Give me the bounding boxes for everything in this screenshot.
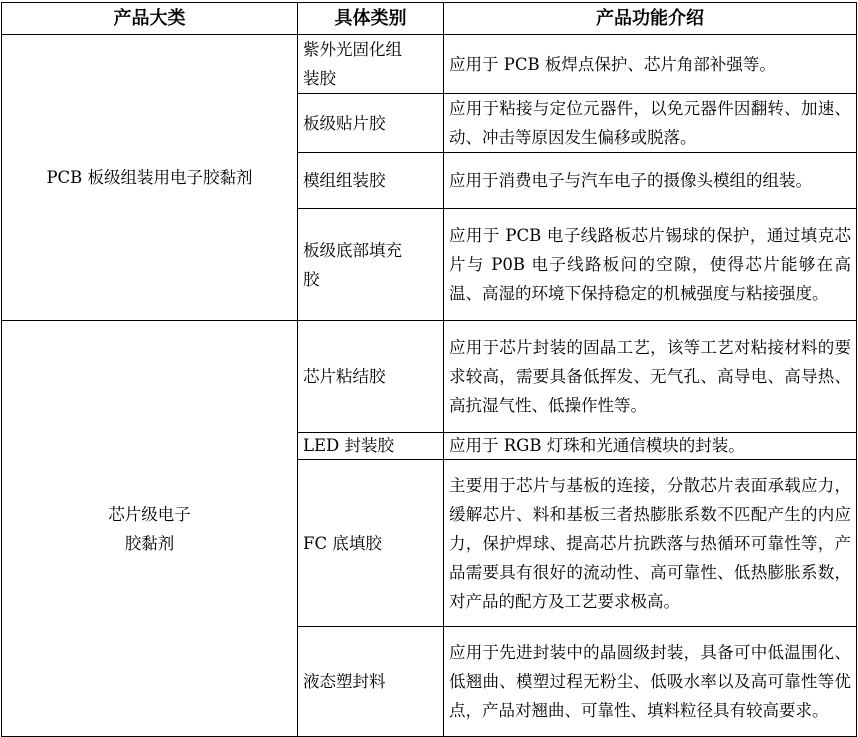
header-subcategory: 具体类别 (298, 3, 444, 35)
product-table (1, 2, 857, 737)
description-cell: 应用于 RGB 灯珠和光通信模块的封装。 (444, 433, 857, 460)
description-cell: 主要用于芯片与基板的连接，分散芯片表面承载应力，缓解芯片、料和基板三者热膨胀系数不匹配产生的内应力，保护焊球、提高芯片抗跌落与热循环可靠性等，产品需要具有很好的流动性、高可靠性、低热膨胀系数，对产品的配方及工艺要求极高。 (444, 460, 857, 627)
header-row (2, 3, 857, 35)
description-cell: 应用于 PCB 电子线路板芯片锡球的保护，通过填克芯片与 P0B 电子线路板问的空隙，使得芯片能够在高温、高湿的环境下保持稳定的机械强度与粘接强度。 (444, 209, 857, 321)
table-row (2, 35, 857, 94)
category-cell (2, 321, 298, 737)
header-category: 产品大类 (2, 3, 298, 35)
subcategory-cell: 板级贴片胶 (298, 94, 444, 153)
description-cell: 应用于 PCB 板焊点保护、芯片角部补强等。 (444, 35, 857, 94)
description-cell: 应用于芯片封装的固晶工艺，该等工艺对粘接材料的要求较高，需要具备低挥发、无气孔、高导电、高导热、高抗湿气性、低操作性等。 (444, 321, 857, 433)
subcategory-cell: 芯片粘结胶 (298, 321, 444, 433)
category-cell: PCB 板级组装用电子胶黏剂 (2, 35, 298, 321)
subcategory-cell (298, 209, 444, 321)
description-cell: 应用于粘接与定位元器件，以免元器件因翻转、加速、动、冲击等原因发生偏移或脱落。 (444, 94, 857, 153)
description-cell: 应用于消费电子与汽车电子的摄像头模组的组装。 (444, 153, 857, 209)
header-description: 产品功能介绍 (444, 3, 857, 35)
subcategory-label: 板级底部填充胶 (303, 240, 402, 289)
subcategory-cell: 模组组装胶 (298, 153, 444, 209)
subcategory-label: 紫外光固化组装胶 (303, 40, 402, 88)
subcategory-cell (298, 35, 444, 94)
description-cell: 应用于先进封装中的晶圆级封装，具备可中低温围化、低翘曲、模塑过程无粉尘、低吸水率以及高可靠性等优点，产品对翘曲、可靠性、填料粒径具有较高要求。 (444, 627, 857, 737)
subcategory-cell: LED 封装胶 (298, 433, 444, 460)
category-label: 芯片级电子胶黏剂 (108, 504, 191, 553)
subcategory-cell: 液态塑封料 (298, 627, 444, 737)
table-row (2, 321, 857, 433)
subcategory-cell: FC 底填胶 (298, 460, 444, 627)
